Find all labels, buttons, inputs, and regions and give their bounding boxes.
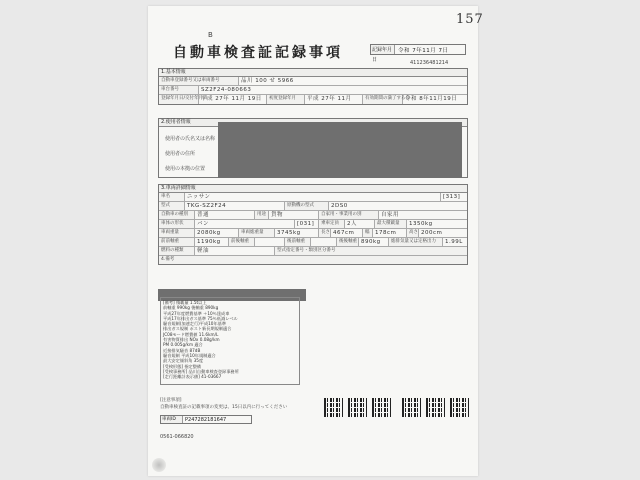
width-value: 178cm — [373, 229, 407, 237]
total-weight-value: 3745kg — [275, 229, 319, 237]
remarks-line: 排出ガス規制 ポスト新長期規制適合 — [163, 326, 232, 332]
vehicle-id-label: 車両ID — [161, 416, 183, 423]
inspection-certificate-page — [148, 6, 478, 476]
table-row — [159, 220, 467, 229]
length-value: 467cm — [331, 229, 363, 237]
height-label: 高さ — [409, 230, 418, 235]
remarks-line: [走行距離計表示値] 41-03667 — [163, 374, 222, 380]
remarks-line: 近接排気騒音 87dB — [163, 347, 201, 353]
gross-label: 車両重量 — [159, 229, 195, 237]
vehicle-detail-table — [158, 184, 468, 265]
remarks-line: [受検事務所] 品川自動車検査登録事務所 — [163, 368, 239, 374]
vehicle-detail-heading: 3.車両詳細情報 — [159, 185, 467, 193]
notice-text: 自動車検査証の記載事項の変更は、15日以内に行ってください — [160, 405, 288, 410]
model-label: 型式 — [159, 202, 185, 210]
chassis-value: SZ2F24-080663 — [201, 87, 252, 93]
basic-info-table — [158, 68, 468, 105]
qr-code — [348, 398, 367, 417]
table-row — [159, 256, 467, 264]
front-rear-value — [255, 238, 285, 246]
private-label: 自家用・事業用の別 — [319, 211, 379, 219]
issue-date-label: 記録年月日 — [371, 45, 395, 54]
remarks-line: 騒音規制(加速走行)平成10年基準 — [163, 321, 227, 327]
vehicle-type-label: 自動車の種別 — [159, 211, 195, 219]
fuel-label: 燃料の種類 — [159, 247, 195, 255]
chassis-label: 車台番号 — [159, 86, 199, 94]
table-row — [159, 238, 467, 247]
max-load-value: 1350kg — [409, 221, 433, 227]
vehicle-type-value: 普通 — [195, 211, 255, 219]
use-value: 貨物 — [269, 211, 319, 219]
gross-value: 2080kg — [195, 229, 239, 237]
total-weight-label: 車両総重量 — [239, 229, 275, 237]
remarks-line: [受検形態] 指定整備 — [163, 363, 202, 369]
document-title: 自動車検査証記録事項 — [173, 45, 343, 61]
table-row — [159, 77, 467, 86]
notice-title: [注意事項] — [160, 398, 182, 403]
displacement-value: 1.99L — [445, 239, 463, 245]
qr-code — [402, 398, 421, 417]
fuel-value: 軽油 — [195, 247, 275, 255]
registration-value: 品川 100 せ 5966 — [241, 78, 294, 84]
registration-label: 自動車登録番号又は車両番号 — [159, 77, 239, 85]
remarks-line: 騒音規制 平成10年規制適合 — [163, 352, 216, 358]
table-row — [159, 229, 467, 238]
remarks-heading: 4.備考 — [159, 256, 467, 264]
expiry-value: 令和 8年11月19日 — [405, 96, 458, 102]
body-label: 車体の形状 — [159, 220, 195, 228]
table-row — [159, 211, 467, 220]
max-load-label: 最大積載量 — [375, 220, 407, 228]
rear-axle-label: 後後軸重 — [339, 239, 357, 244]
qr-code — [372, 398, 391, 417]
redaction-block — [218, 122, 462, 178]
remarks-line: 有害物質排出 NOx 0.08g/km — [163, 337, 220, 343]
user-address-label: 使用者の住所 — [165, 151, 196, 157]
capacity-value: 2人 — [345, 220, 375, 228]
rear-front-value — [311, 238, 337, 246]
form-code: B — [208, 31, 213, 39]
table-row — [159, 247, 467, 256]
use-label: 用途 — [255, 211, 269, 219]
table-row — [159, 86, 467, 95]
model-designation-label: 型式指定番号・類別区分番号 — [275, 247, 467, 255]
user-info-heading: 2.使用者情報 — [159, 119, 467, 127]
capacity-label: 乗車定員 — [319, 220, 345, 228]
front-rear-label: 前後軸重 — [229, 238, 255, 246]
length-label: 長さ — [321, 230, 330, 235]
remarks-line: 前軸重 990kg 後軸重 890kg — [163, 305, 219, 311]
body-value: バン — [195, 220, 295, 228]
remarks-line: 平成27年度燃費基準 ＋10％達成車 — [163, 310, 230, 316]
remarks-line: PM 0.005g/km 適合 — [163, 342, 203, 348]
first-reg-value: 平成 27年 11月 19日 — [199, 95, 267, 104]
engine-label: 原動機の型式 — [285, 202, 329, 210]
front-axle-label: 前前軸重 — [159, 238, 195, 246]
qr-code — [450, 398, 469, 417]
maker-value: ニッサン — [185, 193, 441, 201]
remarks-line: 平成17年排出ガス基準 75％低減レベル — [163, 315, 238, 321]
height-value: 200cm — [421, 230, 443, 236]
maker-label: 車名 — [159, 193, 185, 201]
remarks-line: 最大安定傾斜角 35度 — [163, 358, 204, 364]
rear-axle-value: 890kg — [359, 238, 389, 246]
table-row — [159, 202, 467, 211]
width-label: 幅 — [363, 229, 373, 237]
table-row — [159, 193, 467, 202]
vehicle-id-value: P247282181647 — [185, 417, 227, 423]
handwritten-page-number: 157 — [456, 12, 484, 27]
table-row — [159, 95, 467, 104]
issue-date-value: 令和 7年11月 7日 — [398, 47, 449, 54]
qr-code — [426, 398, 445, 417]
first-reg-label: 登録年月日/交付年月日 — [159, 95, 199, 104]
remarks-line: [備考] 積載量 1.5t以上 — [163, 300, 207, 305]
vehicle-id-box — [160, 415, 252, 424]
serial-number: 411236481214 — [410, 60, 449, 66]
qr-code — [324, 398, 343, 417]
bottom-code: 0561-066820 — [160, 434, 194, 440]
engine-value: 2DS0 — [331, 203, 348, 209]
remarks-box — [160, 297, 300, 385]
rear-front-label: 後前軸重 — [285, 238, 311, 246]
displacement-label: 総排気量又は定格出力 — [389, 238, 443, 246]
maker-code: [313] — [443, 194, 461, 200]
front-axle-value: 1190kg — [195, 238, 229, 246]
basic-info-heading: 1.基本情報 — [159, 69, 467, 77]
remarks-line: JC08モード燃費値 11.6km/L — [163, 331, 219, 337]
base-location-label: 使用の本拠の位置 — [165, 166, 206, 172]
expiry-label: 有効期間の満了する日 — [363, 95, 403, 104]
model-value: TKG-SZ2F24 — [185, 202, 285, 210]
private-value: 自家用 — [381, 212, 400, 218]
first-reg-year-label: 初度登録年月 — [267, 95, 305, 104]
user-name-label: 使用者の氏名又は名称 — [165, 136, 216, 142]
first-reg-year-value: 平成 27年 11月 — [305, 95, 363, 104]
body-code: [031] — [295, 220, 319, 228]
scan-smudge — [152, 458, 166, 472]
